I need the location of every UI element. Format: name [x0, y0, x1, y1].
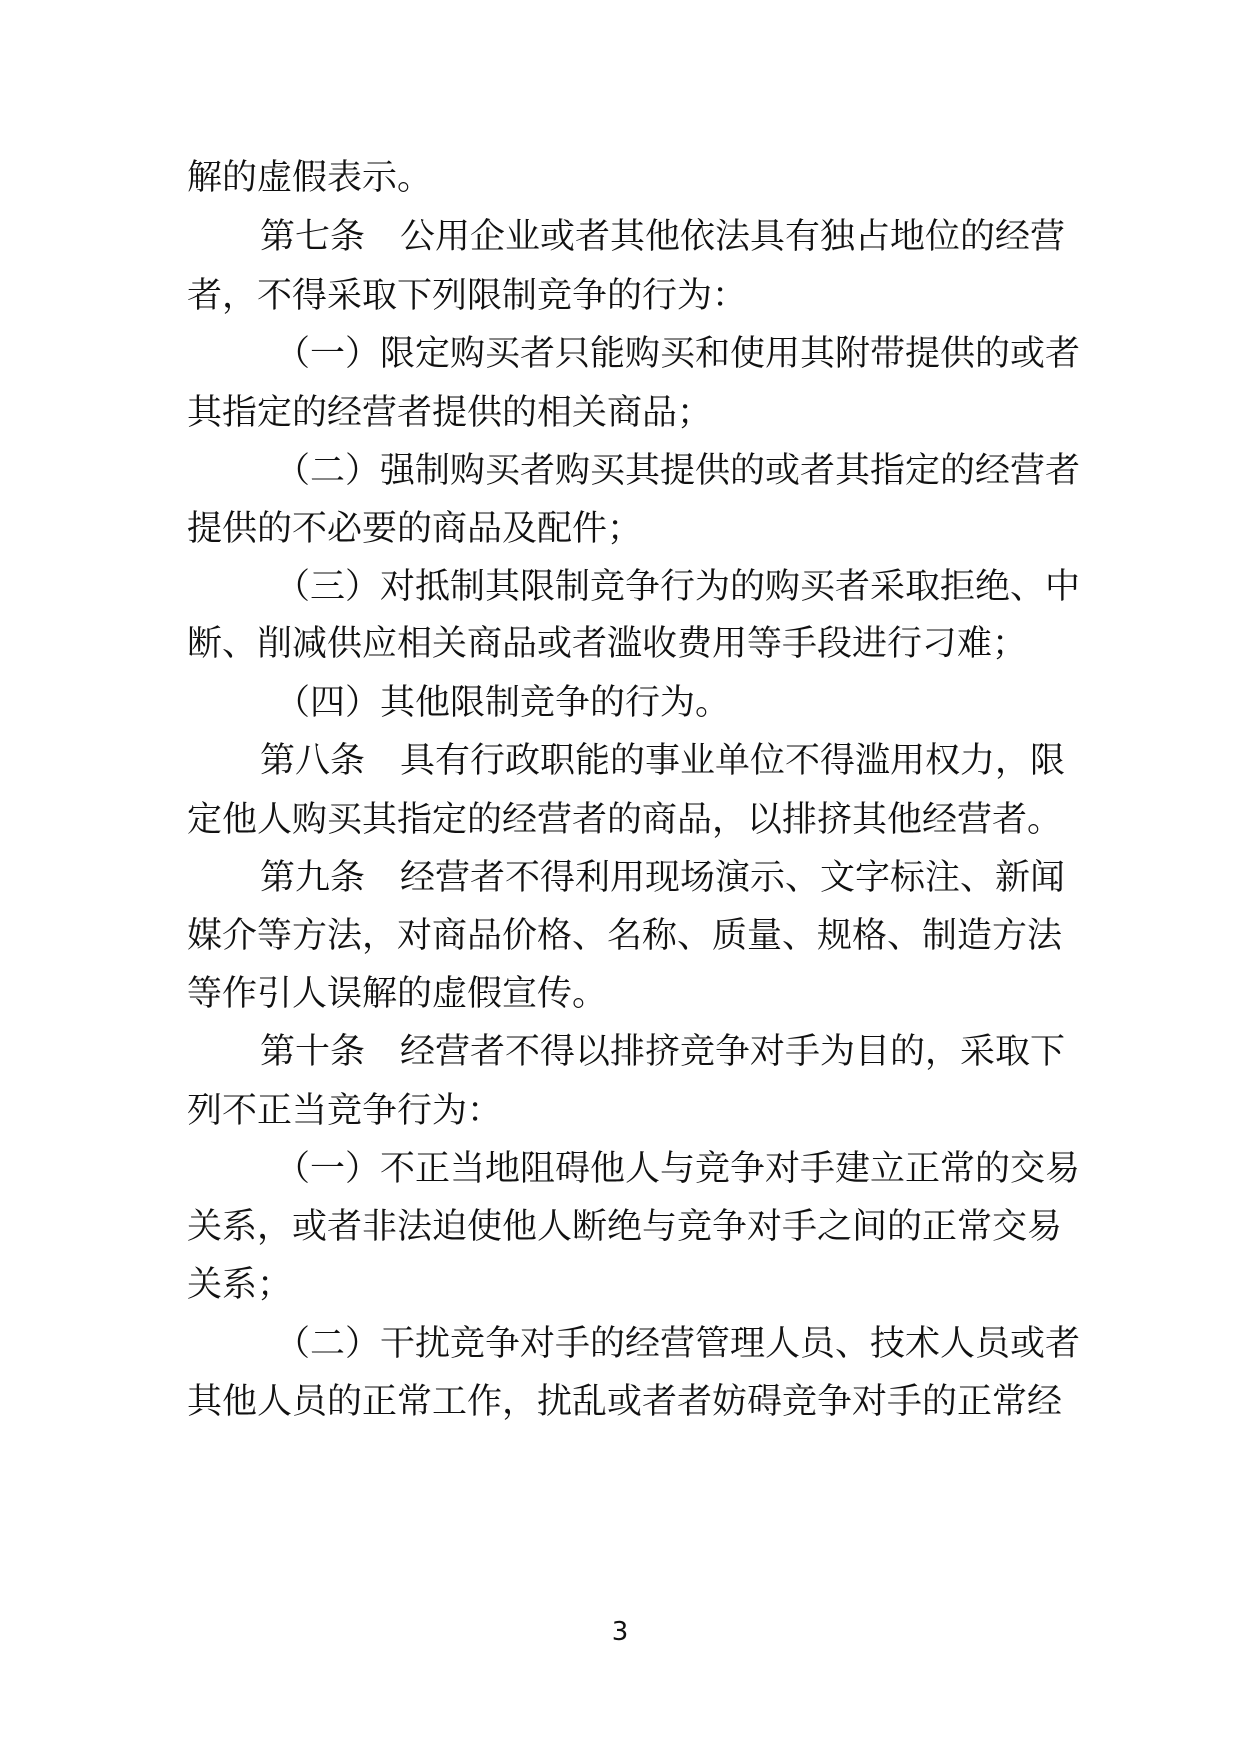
list-item-line: （二）干扰竞争对手的经营管理人员、技术人员或者	[275, 1324, 1081, 1364]
list-item-line: （二）强制购买者购买其提供的或者其指定的经营者	[275, 451, 1081, 491]
text-line: 关系，或者非法迫使他人断绝与竞争对手之间的正常交易	[187, 1207, 1063, 1247]
text-line: 断、削减供应相关商品或者滥收费用等手段进行刁难；	[187, 624, 1028, 664]
text-line: 关系；	[187, 1265, 293, 1305]
text-line: 定他人购买其指定的经营者的商品，以排挤其他经营者。	[187, 800, 1063, 840]
list-item-line: （三）对抵制其限制竞争行为的购买者采取拒绝、中	[275, 567, 1081, 607]
article-7-heading-line: 第七条 公用企业或者其他依法具有独占地位的经营	[260, 217, 1066, 257]
article-8-heading-line: 第八条 具有行政职能的事业单位不得滥用权力，限	[260, 741, 1066, 781]
article-9-heading-line: 第九条 经营者不得利用现场演示、文字标注、新闻	[260, 858, 1066, 898]
text-line: 媒介等方法，对商品价格、名称、质量、规格、制造方法	[187, 916, 1063, 956]
text-line: 者，不得采取下列限制竞争的行为：	[187, 276, 748, 316]
list-item-line: （四）其他限制竞争的行为。	[275, 683, 731, 723]
article-10-heading-line: 第十条 经营者不得以排挤竞争对手为目的，采取下	[260, 1032, 1066, 1072]
text-line: 其他人员的正常工作，扰乱或者者妨碍竞争对手的正常经	[187, 1382, 1063, 1422]
page-number: 3	[611, 1618, 629, 1646]
list-item-line: （一）不正当地阻碍他人与竞争对手建立正常的交易	[275, 1149, 1081, 1189]
list-item-line: （一）限定购买者只能购买和使用其附带提供的或者	[275, 334, 1081, 374]
text-line: 等作引人误解的虚假宣传。	[187, 974, 608, 1014]
text-line: 其指定的经营者提供的相关商品；	[187, 393, 713, 433]
text-line: 列不正当竞争行为：	[187, 1091, 503, 1131]
text-line: 提供的不必要的商品及配件；	[187, 509, 643, 549]
text-line: 解的虚假表示。	[187, 158, 433, 198]
